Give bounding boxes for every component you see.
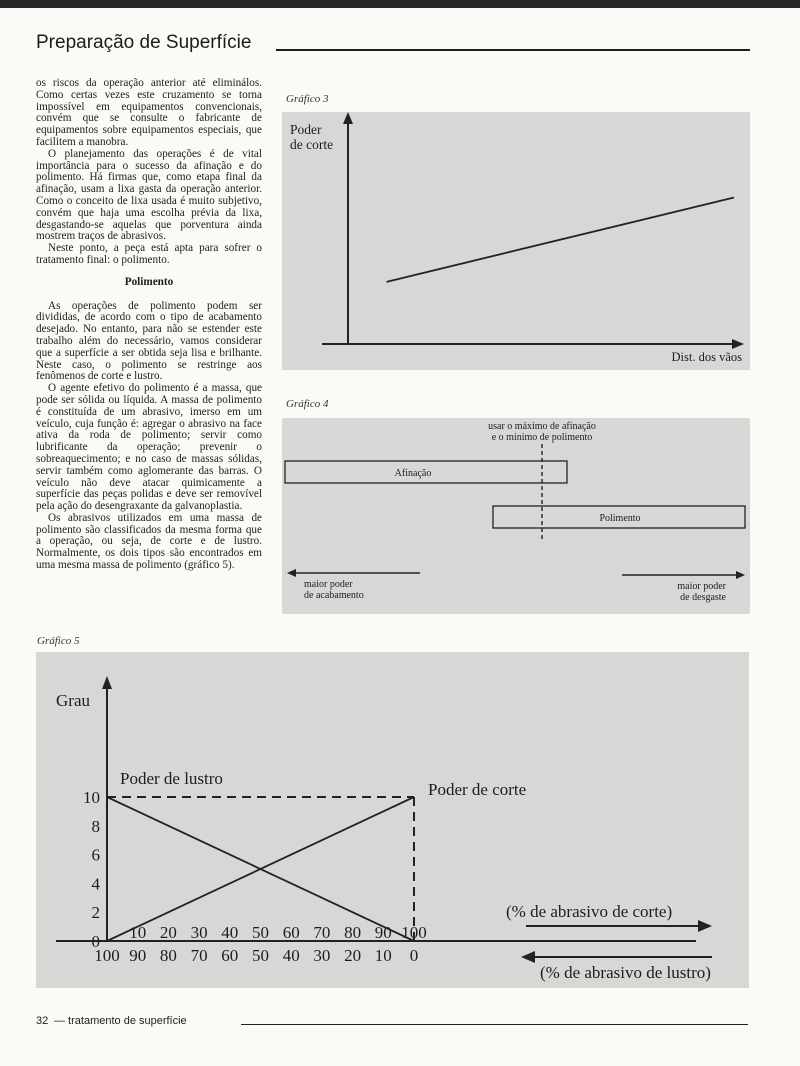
grafico3-x-arrowhead xyxy=(732,339,744,349)
grafico5-x-top-tick-40: 40 xyxy=(221,923,239,942)
grafico5-x-top-tick-80: 80 xyxy=(344,923,362,942)
grafico3-panel xyxy=(282,112,750,370)
grafico3-x-label: Dist. dos vãos xyxy=(671,350,742,364)
grafico5-x-top-tick-70: 70 xyxy=(313,923,331,942)
grafico5-x-top-tick-100: 100 xyxy=(401,923,427,942)
grafico5-x-bottom-tick-40: 40 xyxy=(282,946,300,965)
grafico5-panel xyxy=(36,652,749,988)
grafico4-bar-afinacao-label: Afinação xyxy=(394,468,432,479)
grafico5-y-label: Grau xyxy=(56,691,90,710)
paragraph-4: As operações de polimento podem ser divididas, de acordo com o tipo de acabamento desejado. No entanto, para não se estender este trabalho além do necessário, vamos considerar que a superfície a ser obtida seja lisa e brilhante. Neste caso, o polimento se restringe aos fenômenos de corte e lustro. xyxy=(36,299,262,383)
grafico5-x-bottom-tick-10: 10 xyxy=(374,946,392,965)
paragraph-1: os riscos da operação anterior até eliminálos. Como certas vezes este cruzamento se torna impossível em equipamentos convencionais, convém que se consulte o fabricante de equipamentos sobre equipamentos especiais, que facilitem a manobra. xyxy=(36,77,262,148)
footer-title: — tratamento de superfície xyxy=(54,1015,187,1027)
footer-rule xyxy=(241,1024,748,1025)
section-heading: Polimento xyxy=(124,275,174,288)
header-rule xyxy=(276,49,750,51)
grafico3-y-arrowhead xyxy=(343,112,353,124)
grafico5-x-top-label: (% de abrasivo de corte) xyxy=(506,902,673,921)
grafico5-lustro-arrowhead xyxy=(521,951,535,963)
grafico5-x-bottom-tick-0: 0 xyxy=(409,946,419,965)
grafico5-x-top-tick-60: 60 xyxy=(282,923,300,942)
paragraph-5: O agente efetivo do polimento é a massa, que pode ser sólida ou líquida. A massa de polimento é constituída de um abrasivo, imerso em um veículo, cuja função é: agregar o abrasivo na face ativa da roda de polimento; servir como lubrificante da operação; prevenir o sobreaquecimento; e no caso de massas sólidas, servir também como aglomerante das barras. O veículo não deve atacar quimicamente a superfície das peças polidas e deve ser removível pela ação do desengraxante da galvanoplastia. xyxy=(36,382,262,513)
page-header xyxy=(36,32,750,54)
grafico3-label: Gráfico 3 xyxy=(286,93,329,105)
grafico4-right-arrowhead xyxy=(736,571,745,579)
grafico5-x-bottom-tick-100: 100 xyxy=(94,946,120,965)
grafico5-x-bottom-tick-60: 60 xyxy=(221,946,239,965)
grafico5-x-top-tick-10: 10 xyxy=(129,923,147,942)
grafico5-lustro-label: Poder de lustro xyxy=(120,769,223,788)
grafico5-x-bottom-tick-50: 50 xyxy=(252,946,269,965)
grafico4-label: Gráfico 4 xyxy=(286,398,329,410)
grafico5-x-bottom-tick-20: 20 xyxy=(344,946,362,965)
grafico3-y-label-2: de corte xyxy=(290,137,334,152)
grafico5-label: Gráfico 5 xyxy=(37,635,80,647)
grafico4-panel xyxy=(282,418,750,614)
grafico5-y-tick-10: 10 xyxy=(83,788,100,807)
grafico4-right-label-1: maior poder xyxy=(677,581,726,592)
page-number: 32 xyxy=(36,1015,49,1027)
grafico4-chart xyxy=(282,418,750,614)
page-title: Preparação de Superfície xyxy=(36,32,252,53)
grafico5-x-top-tick-90: 90 xyxy=(374,923,392,942)
grafico3-chart xyxy=(282,112,750,370)
grafico5-x-top-tick-50: 50 xyxy=(252,923,269,942)
grafico5-y-tick-8: 8 xyxy=(91,816,100,836)
grafico4-note-1: usar o máximo de afinação xyxy=(488,421,596,432)
grafico4-bar-polimento-label: Polimento xyxy=(599,513,641,524)
page-footer xyxy=(36,1015,748,1029)
paragraph-2: O planejamento das operações é de vital importância para o sucesso da afinação e do polimento. Há firmas que, como etapa final da afinação, usam a lixa gasta da operação anterior. Como o conceito de lixa usada é muito subjetivo, convém que haja uma escolha prévia da lixa, desgastando-se aquelas que porventura ainda mostrem traços de abrasivos. xyxy=(36,147,262,243)
grafico4-right-label-2: de desgaste xyxy=(680,592,726,603)
grafico5-y-tick-0: 0 xyxy=(91,932,100,951)
paragraph-6: Os abrasivos utilizados em uma massa de polimento são classificados da mesma forma que a operação, ou seja, de corte e de lustro. Normalmente, os dois tipos são encontrados em uma mesma massa de polimento (gráfico 5). xyxy=(36,511,262,572)
paragraph-3: Neste ponto, a peça está apta para sofrer o tratamento final: o polimento. xyxy=(36,242,262,266)
grafico5-x-bottom-tick-70: 70 xyxy=(190,946,208,965)
grafico5-x-top-tick-30: 30 xyxy=(190,923,208,942)
grafico5-x-bottom-tick-90: 90 xyxy=(129,946,147,965)
grafico5-chart xyxy=(36,652,749,988)
grafico3-series-line xyxy=(387,197,734,281)
grafico5-y-arrowhead xyxy=(102,676,112,689)
grafico5-x-bottom-tick-30: 30 xyxy=(313,946,331,965)
grafico4-note-2: e o mínimo de polimento xyxy=(491,432,593,443)
grafico4-left-label-1: maior poder xyxy=(304,579,353,590)
grafico5-corte-label: Poder de corte xyxy=(428,780,527,799)
top-edge-bar xyxy=(0,0,800,8)
grafico5-x-top-tick-20: 20 xyxy=(159,923,177,942)
body-text-column xyxy=(36,78,262,572)
grafico3-y-label-1: Poder xyxy=(290,122,322,137)
grafico4-left-arrowhead xyxy=(287,569,296,577)
grafico5-x-bottom-tick-80: 80 xyxy=(159,946,177,965)
grafico5-corte-arrowhead xyxy=(698,920,712,932)
grafico5-x-bottom-label: (% de abrasivo de lustro) xyxy=(540,963,711,982)
grafico5-y-tick-2: 2 xyxy=(91,903,100,923)
grafico4-left-label-2: de acabamento xyxy=(304,590,364,601)
grafico5-y-tick-6: 6 xyxy=(91,845,100,865)
grafico5-y-tick-4: 4 xyxy=(91,874,100,894)
